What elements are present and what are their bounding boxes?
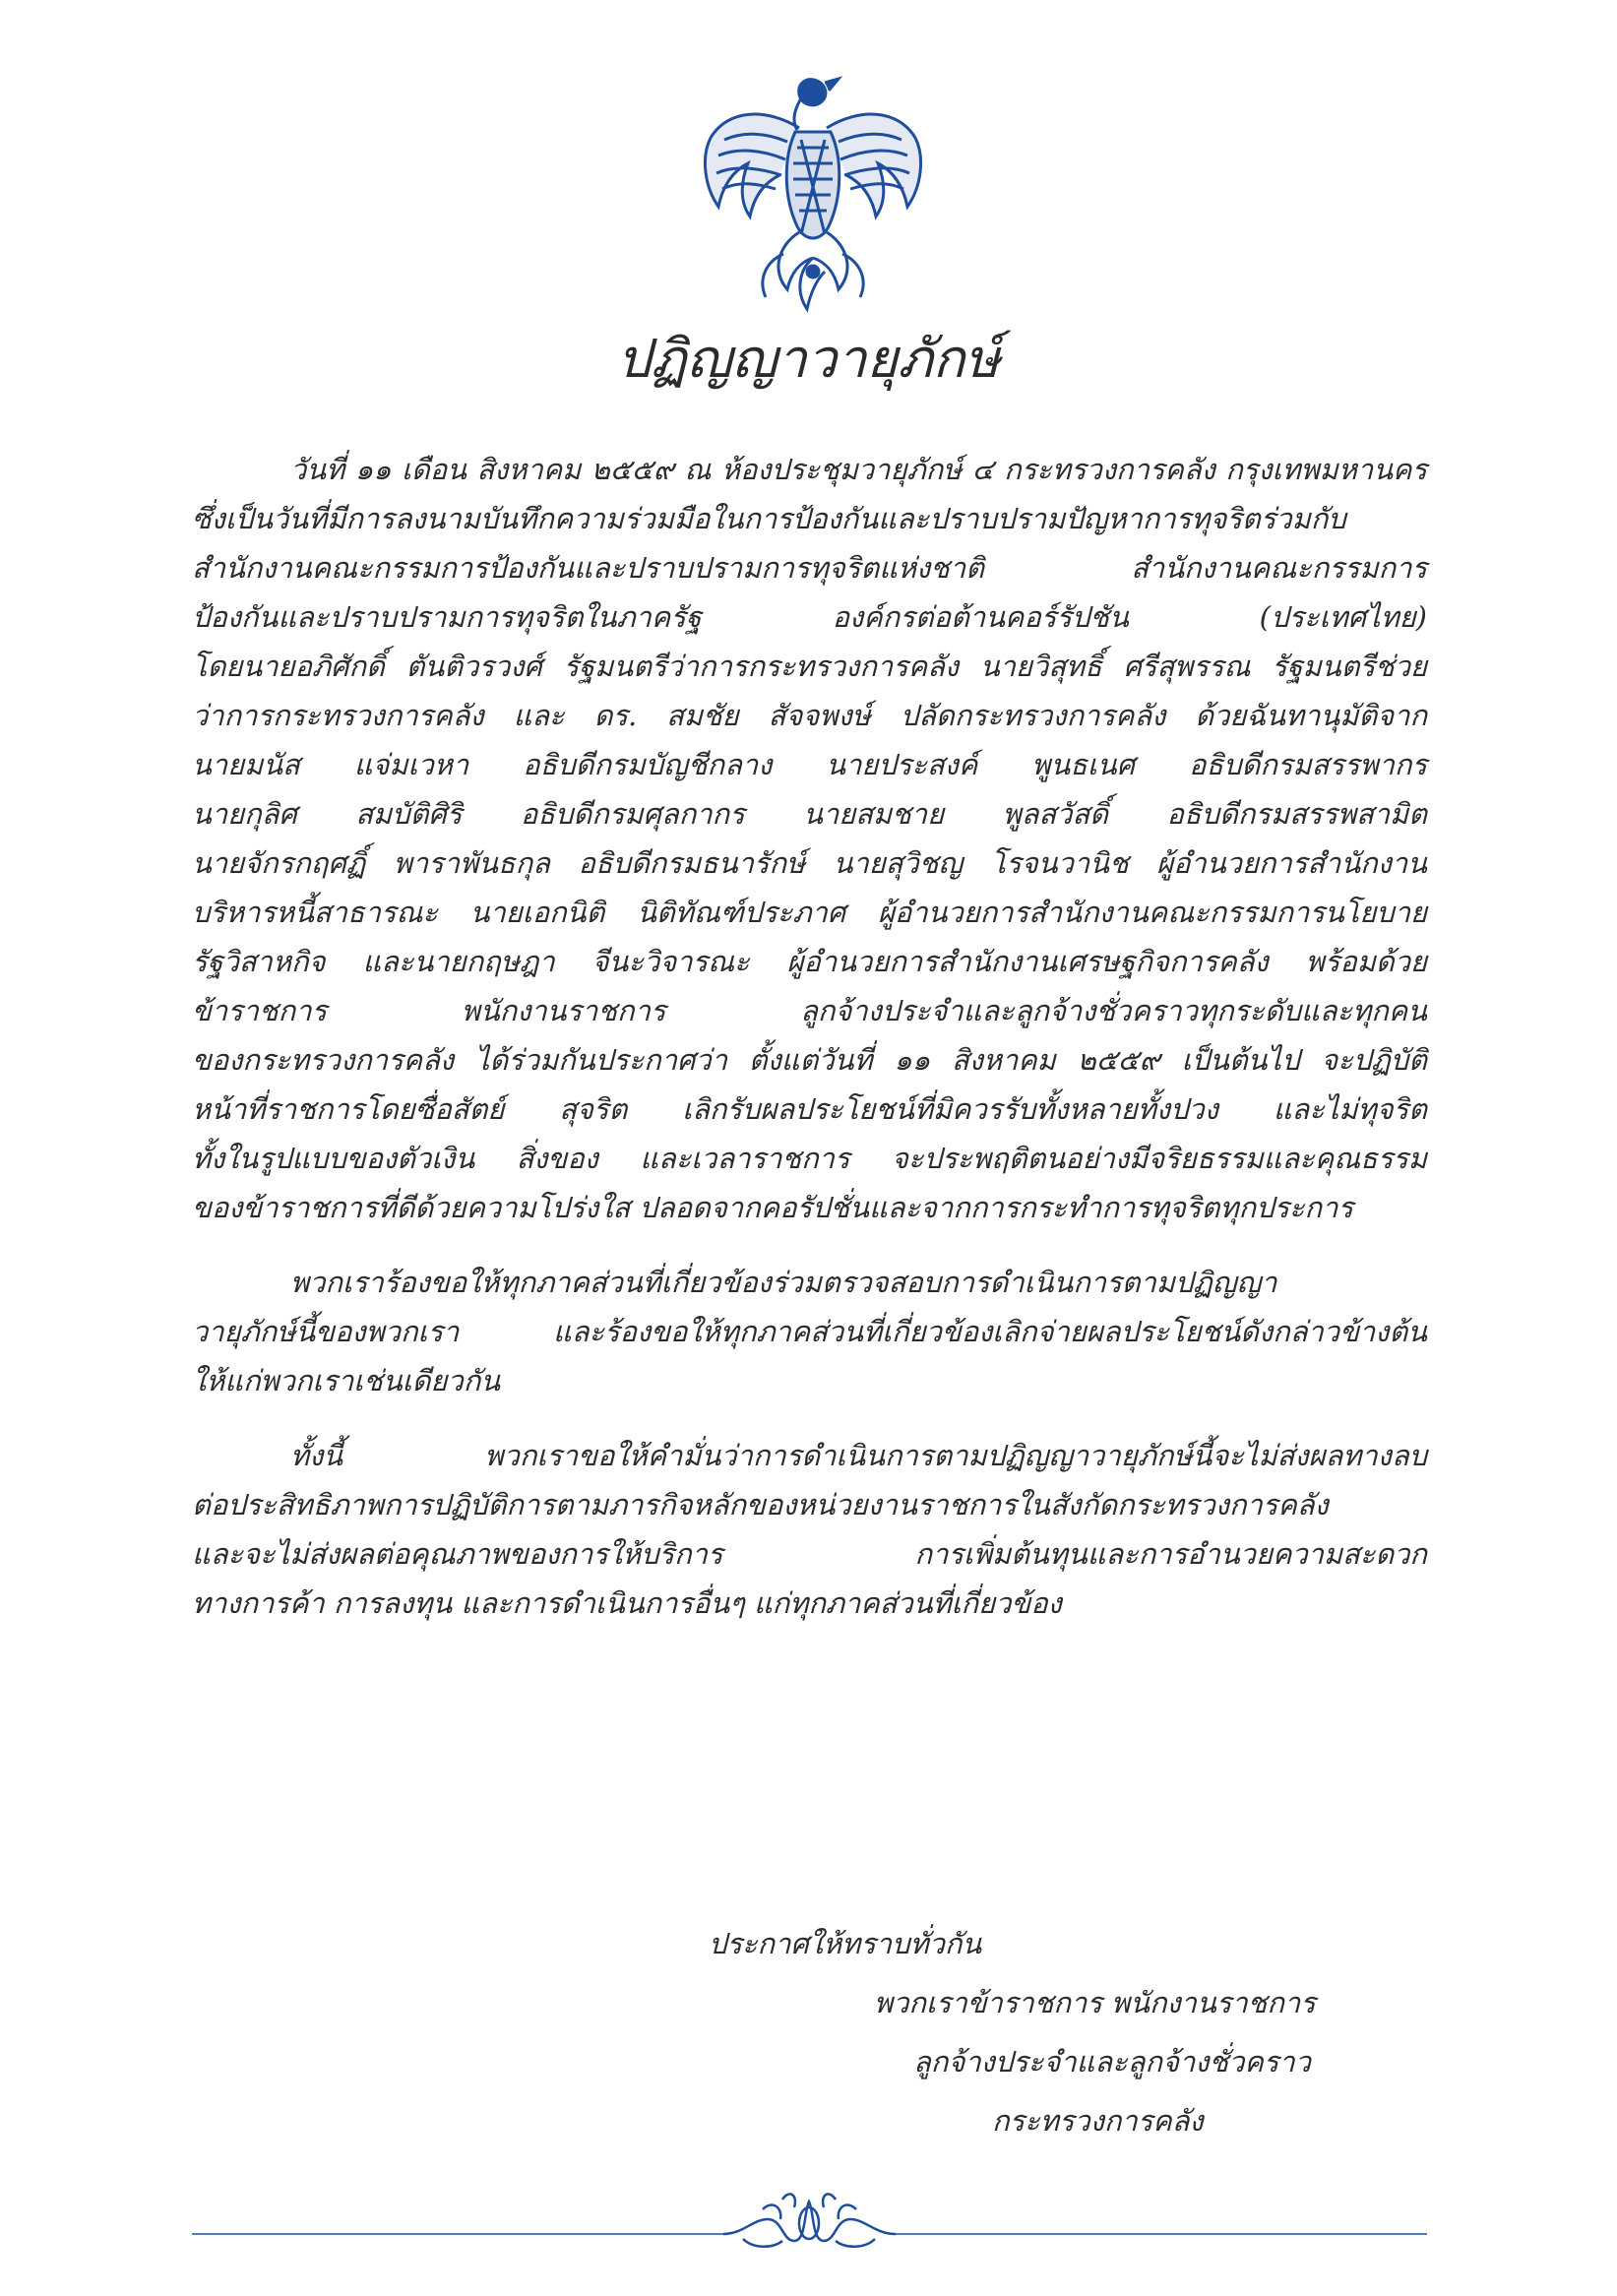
paragraph-line: นายกุลิศ สมบัติศิริ อธิบดีกรมศุลกากร นายสมชาย พูลสวัสดิ์ อธิบดีกรมสรรพสามิต [192, 797, 1427, 831]
paragraph-line: ของข้าราชการที่ดีด้วยความโปร่งใส ปลอดจากคอรัปชั่นและจากการกระทำการทุจริตทุกประการ [192, 1191, 1353, 1224]
paragraph-request [192, 1258, 1427, 1405]
paragraph-line: ป้องกันและปราบปรามการทุจริตในภาครัฐ องค์กรต่อต้านคอร์รัปชัน (ประเทศไทย) [192, 600, 1427, 634]
closing-announcement: ประกาศให้ทราบทั่วกัน [709, 1927, 982, 1960]
ministry-emblem-icon [689, 69, 935, 325]
paragraph-line: วายุภักษ์นี้ของพวกเรา และร้องขอให้ทุกภาคส่วนที่เกี่ยวข้องเลิกจ่ายผลประโยชน์ดังกล่าวข้างต้น [192, 1315, 1427, 1348]
document-body [192, 445, 1427, 1628]
paragraph-line: สำนักงานคณะกรรมการป้องกันและปราบปรามการทุจริตแห่งชาติ สำนักงานคณะกรรมการ [192, 551, 1427, 585]
paragraph-line: ข้าราชการ พนักงานราชการ ลูกจ้างประจำและลูกจ้างชั่วคราวทุกระดับและทุกคน [192, 994, 1427, 1027]
closing-signers-line-1: พวกเราข้าราชการ พนักงานราชการ [874, 1986, 1316, 2019]
paragraph-line: ทั้งนี้ พวกเราขอให้คำมั่นว่าการดำเนินการตามปฏิญญาวายุภักษ์นี้จะไม่ส่งผลทางลบ [290, 1439, 1427, 1472]
footer-ornament-icon [192, 2180, 1427, 2259]
paragraph-line: ว่าการกระทรวงการคลัง และ ดร. สมชัย สัจจพงษ์ ปลัดกระทรวงการคลัง ด้วยฉันทานุมัติจาก [192, 699, 1427, 732]
paragraph-line: พวกเราร้องขอให้ทุกภาคส่วนที่เกี่ยวข้องร่วมตรวจสอบการดำเนินการตามปฏิญญา [290, 1266, 1277, 1299]
paragraph-line: ซึ่งเป็นวันที่มีการลงนามบันทึกความร่วมมือในการป้องกันและปราบปรามปัญหาการทุจริตร่วมกับ [192, 502, 1346, 535]
paragraph-line: ของกระทรวงการคลัง ได้ร่วมกันประกาศว่า ตั้งแต่วันที่ ๑๑ สิงหาคม ๒๕๕๙ เป็นต้นไป จะปฏิบัติ [192, 1043, 1427, 1077]
paragraph-line: หน้าที่ราชการโดยซื่อสัตย์ สุจริต เลิกรับผลประโยชน์ที่มิควรรับทั้งหลายทั้งปวง และไม่ทุจริต [192, 1092, 1427, 1126]
paragraph-line: นายจักรกฤศฏิ์ พาราพันธกุล อธิบดีกรมธนารักษ์ นายสุวิชญ โรจนวานิช ผู้อำนวยการสำนักงาน [192, 846, 1427, 880]
paragraph-line: ต่อประสิทธิภาพการปฏิบัติการตามภารกิจหลักของหน่วยงานราชการในสังกัดกระทรวงการคลัง [192, 1488, 1329, 1521]
paragraph-line: ให้แก่พวกเราเช่นเดียวกัน [192, 1364, 501, 1397]
paragraph-line: รัฐวิสาหกิจ และนายกฤษฎา จีนะวิจารณะ ผู้อำนวยการสำนักงานเศรษฐกิจการคลัง พร้อมด้วย [192, 945, 1427, 978]
paragraph-line: วันที่ ๑๑ เดือน สิงหาคม ๒๕๕๙ ณ ห้องประชุมวายุภักษ์ ๔ กระทรวงการคลัง กรุงเทพมหานคร [290, 453, 1427, 486]
paragraph-pledge [192, 1431, 1427, 1628]
paragraph-line: โดยนายอภิศักดิ์ ตันติวรวงศ์ รัฐมนตรีว่าการกระทรวงการคลัง นายวิสุทธิ์ ศรีสุพรรณ รัฐมนตรีช่วย [192, 650, 1427, 683]
paragraph-line: ทางการค้า การลงทุน และการดำเนินการอื่นๆ แก่ทุกภาคส่วนที่เกี่ยวข้อง [192, 1586, 1062, 1620]
closing-signers-line-2: ลูกจ้างประจำและลูกจ้างชั่วคราว [913, 2045, 1311, 2079]
paragraph-line: บริหารหนี้สาธารณะ นายเอกนิติ นิติทัณฑ์ประภาศ ผู้อำนวยการสำนักงานคณะกรรมการนโยบาย [192, 896, 1427, 929]
paragraph-line: และจะไม่ส่งผลต่อคุณภาพของการให้บริการ การเพิ่มต้นทุนและการอำนวยความสะดวก [192, 1537, 1427, 1571]
closing-signers-line-3: กระทรวงการคลัง [992, 2104, 1204, 2138]
document-title: ปฏิญญาวายุภักษ์ [616, 328, 1001, 390]
paragraph-line: ทั้งในรูปแบบของตัวเงิน สิ่งของ และเวลาราชการ จะประพฤติตนอย่างมีจริยธรรมและคุณธรรม [192, 1142, 1427, 1175]
paragraph-line: นายมนัส แจ่มเวหา อธิบดีกรมบัญชีกลาง นายประสงค์ พูนธเนศ อธิบดีกรมสรรพากร [192, 748, 1427, 781]
paragraph-declaration [192, 445, 1427, 1232]
